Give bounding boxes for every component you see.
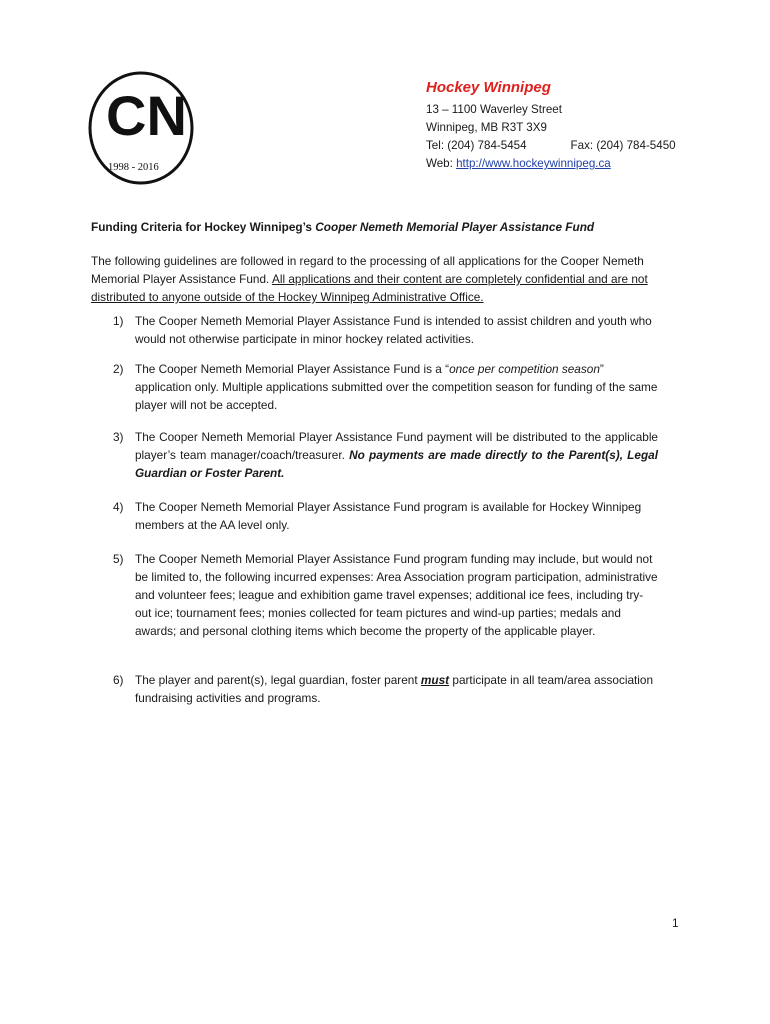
- logo-letter-c: CN: [106, 84, 187, 147]
- list-item: [113, 498, 658, 534]
- org-fax: Fax: (204) 784-5450: [570, 139, 676, 152]
- org-header: [426, 79, 676, 173]
- list-item: [113, 671, 658, 707]
- intro-confidential-note: All applications and their content are completely confidential and are not distributed to anyone outside of the Hockey Winnipeg Administrative Office.: [91, 272, 648, 304]
- org-web-link[interactable]: http://www.hockeywinnipeg.ca: [456, 157, 611, 170]
- page-number: 1: [672, 916, 679, 930]
- list-item: [113, 360, 658, 414]
- list-item-number: 5): [113, 552, 124, 566]
- item-text-must: must: [420, 673, 450, 687]
- item-text-pre: The player and parent(s), legal guardian, foster parent: [135, 673, 421, 687]
- org-address-1: 13 – 1100 Waverley Street: [426, 103, 562, 116]
- list-item-text: The Cooper Nemeth Memorial Player Assistance Fund program is available for Hockey Winnipeg members at the AA level only.: [135, 500, 642, 532]
- list-item: [113, 550, 658, 640]
- item-text-strong: No payments are made directly to the Parent(s), Legal Guardian or Foster Parent.: [135, 448, 658, 480]
- list-item-text: The Cooper Nemeth Memorial Player Assistance Fund is intended to assist children and youth who would not otherwise participate in minor hockey related activities.: [135, 314, 652, 346]
- org-name: Hockey Winnipeg: [426, 79, 551, 96]
- logo-years: 1998 - 2016: [108, 162, 159, 173]
- org-web-line: [426, 155, 676, 173]
- list-item: [113, 428, 658, 482]
- org-phone-line: [426, 137, 676, 155]
- list-item-text: [135, 671, 658, 707]
- heading-prefix: Funding Criteria for Hockey Winnipeg’s: [91, 220, 316, 234]
- org-address-2: Winnipeg, MB R3T 3X9: [426, 121, 547, 134]
- heading-fund-name: Cooper Nemeth Memorial Player Assistance Fund: [315, 220, 595, 234]
- list-item-number: 3): [113, 430, 124, 444]
- list-item-text: [135, 428, 658, 482]
- list-item: [113, 312, 658, 348]
- item-text-pre: The Cooper Nemeth Memorial Player Assistance Fund payment will be distributed to the applicable player’s team manager/coach/treasurer.: [135, 430, 658, 462]
- intro-text: The following guidelines are followed in regard to the processing of all applications for the Cooper Nemeth Memorial Player Assistance Fund.: [91, 254, 644, 286]
- document-heading: [91, 220, 594, 234]
- intro-paragraph: [91, 252, 683, 306]
- item-text-post: participate in all team/area association fundraising activities and programs.: [135, 673, 654, 705]
- list-item-number: 6): [113, 673, 124, 687]
- list-item-text: [135, 360, 658, 414]
- org-web-label: Web:: [426, 157, 457, 170]
- item-text-pre: The Cooper Nemeth Memorial Player Assistance Fund is a “: [135, 362, 450, 376]
- cn-logo: [88, 71, 194, 185]
- list-item-number: 2): [113, 362, 124, 376]
- item-text-post: ” application only. Multiple applications submitted over the competition season for funding of the same player will not be accepted.: [135, 362, 658, 412]
- org-tel: Tel: (204) 784-5454: [426, 139, 527, 152]
- list-item-number: 1): [113, 314, 124, 328]
- item-text-emphasis: once per competition season: [449, 362, 600, 376]
- list-item-text: The Cooper Nemeth Memorial Player Assistance Fund program funding may include, but would not be limited to, the following incurred expenses: Area Association program participation, administrative and volunteer fees; league and exhibition game travel expenses; additional ice fees, including try-out ice; tournament fees; monies collected for team pictures and wind-up parties; medals and awards; and personal clothing items which become the property of the applicable player.: [135, 552, 658, 638]
- list-item-number: 4): [113, 500, 124, 514]
